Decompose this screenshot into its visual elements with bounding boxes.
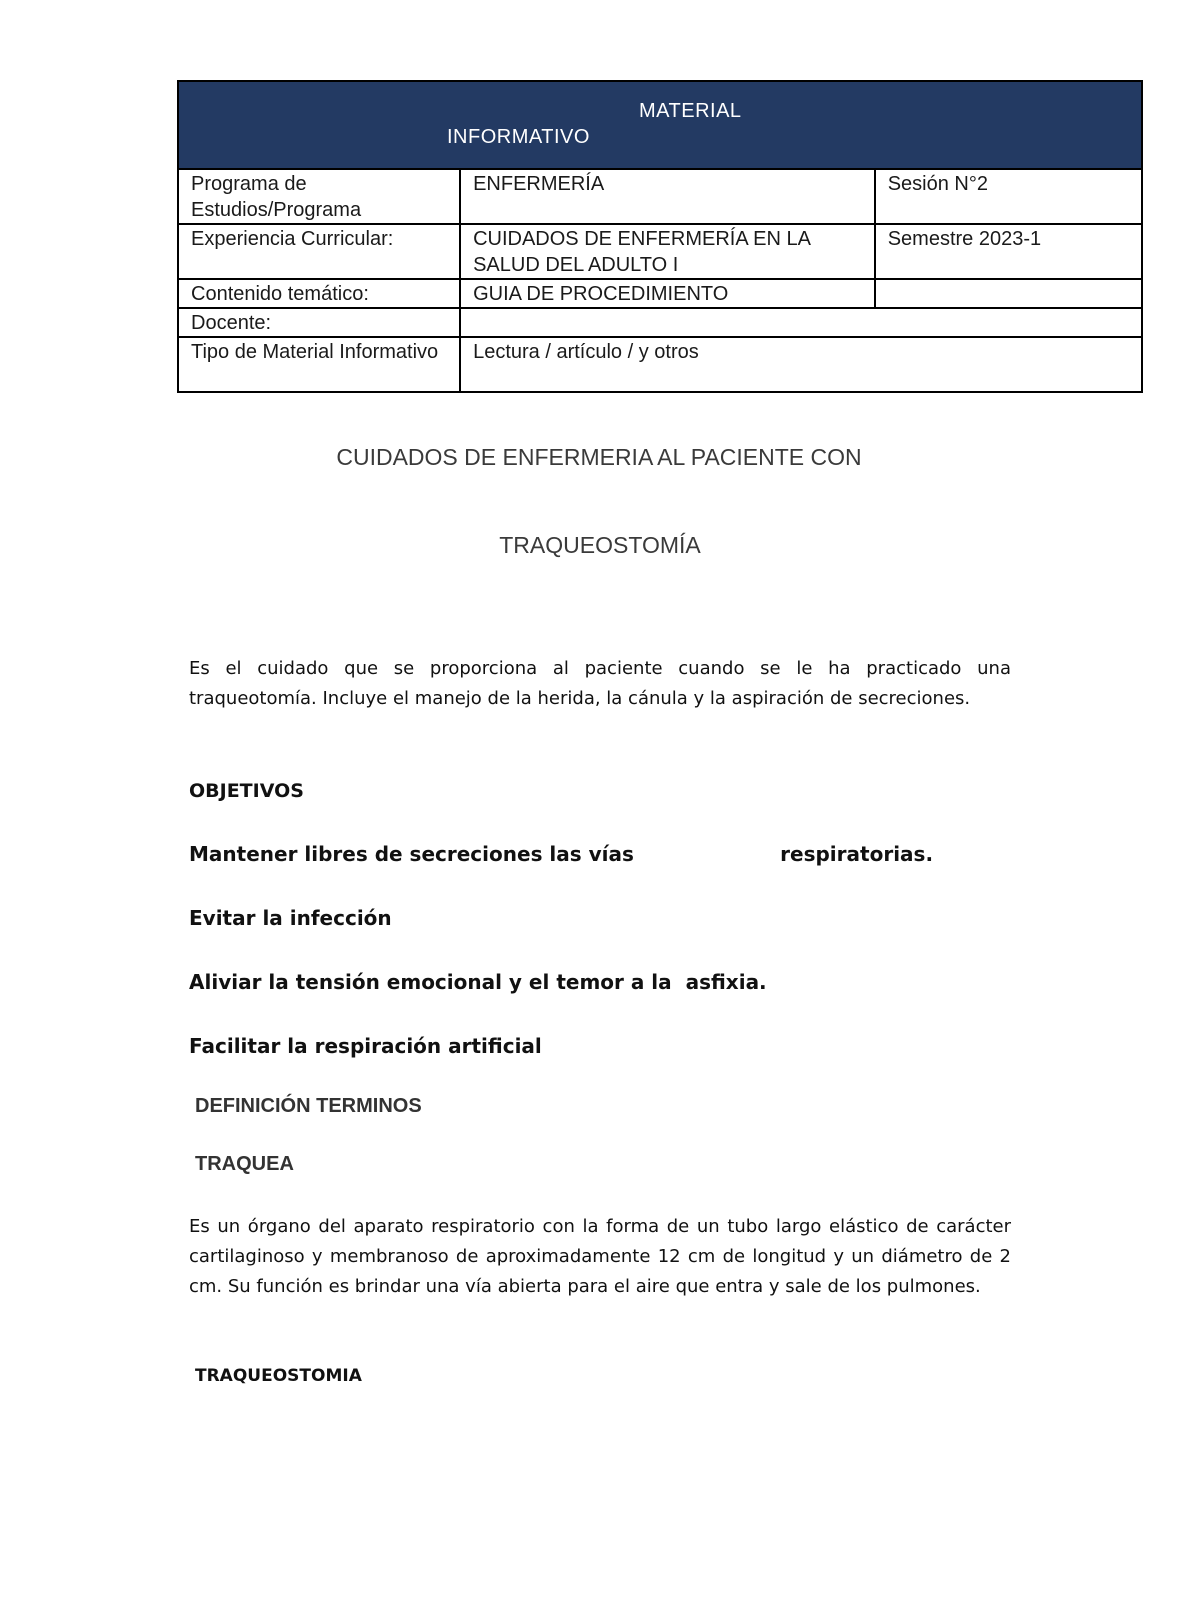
traquea-paragraph: Es un órgano del aparato respiratorio con la forma de un tubo largo elástico de carácter cartilaginoso y membranoso de aproximadamente 12 cm de longitud y un diámetro de 2 cm. Su función es brindar una vía abierta para el aire que entra y sale de los pulmones.	[189, 1216, 1011, 1297]
row-value: Lectura / artículo / y otros	[460, 337, 1142, 392]
objective-item: Facilitar la respiración artificial	[189, 1034, 542, 1058]
row-extra: Semestre 2023-1	[875, 224, 1142, 279]
table-row	[178, 224, 1142, 279]
objective-item: Aliviar la tensión emocional y el temor a la asfixia.	[189, 970, 767, 994]
row-value: ENFERMERÍA	[460, 169, 875, 224]
course-info-table	[177, 80, 1143, 393]
row-value: GUIA DE PROCEDIMIENTO	[460, 279, 875, 308]
table-row	[178, 308, 1142, 337]
header-line-1: MATERIAL	[639, 100, 742, 122]
row-value	[460, 308, 1142, 337]
term-heading-traqueostomia: TRAQUEOSTOMIA	[195, 1366, 362, 1386]
header-line-2: INFORMATIVO	[447, 126, 590, 148]
table-row	[178, 279, 1142, 308]
document-title-line-2: TRAQUEOSTOMÍA	[499, 532, 701, 558]
row-extra: Sesión N°2	[875, 169, 1142, 224]
row-label: Programa de Estudios/Programa	[178, 169, 460, 224]
row-extra	[875, 279, 1142, 308]
table-row	[178, 169, 1142, 224]
objectives-heading: OBJETIVOS	[189, 780, 304, 802]
table-header	[178, 81, 1142, 169]
objective-item: Mantener libres de secreciones las vías respiratorias.	[189, 842, 934, 866]
table-row	[178, 337, 1142, 392]
document-title-line-1: CUIDADOS DE ENFERMERIA AL PACIENTE CON	[336, 444, 862, 470]
row-label: Docente:	[178, 308, 460, 337]
definitions-heading: DEFINICIÓN TERMINOS	[195, 1095, 422, 1117]
row-label: Experiencia Curricular:	[178, 224, 460, 279]
objective-item: Evitar la infección	[189, 906, 392, 930]
row-label: Tipo de Material Informativo	[178, 337, 460, 392]
row-value: CUIDADOS DE ENFERMERÍA EN LA SALUD DEL ADULTO I	[460, 224, 875, 279]
term-heading-traquea: TRAQUEA	[195, 1153, 294, 1175]
row-label: Contenido temático:	[178, 279, 460, 308]
intro-paragraph: Es el cuidado que se proporciona al paciente cuando se le ha practicado una traqueotomía. Incluye el manejo de la herida, la cánula y la aspiración de secreciones.	[189, 658, 1011, 709]
